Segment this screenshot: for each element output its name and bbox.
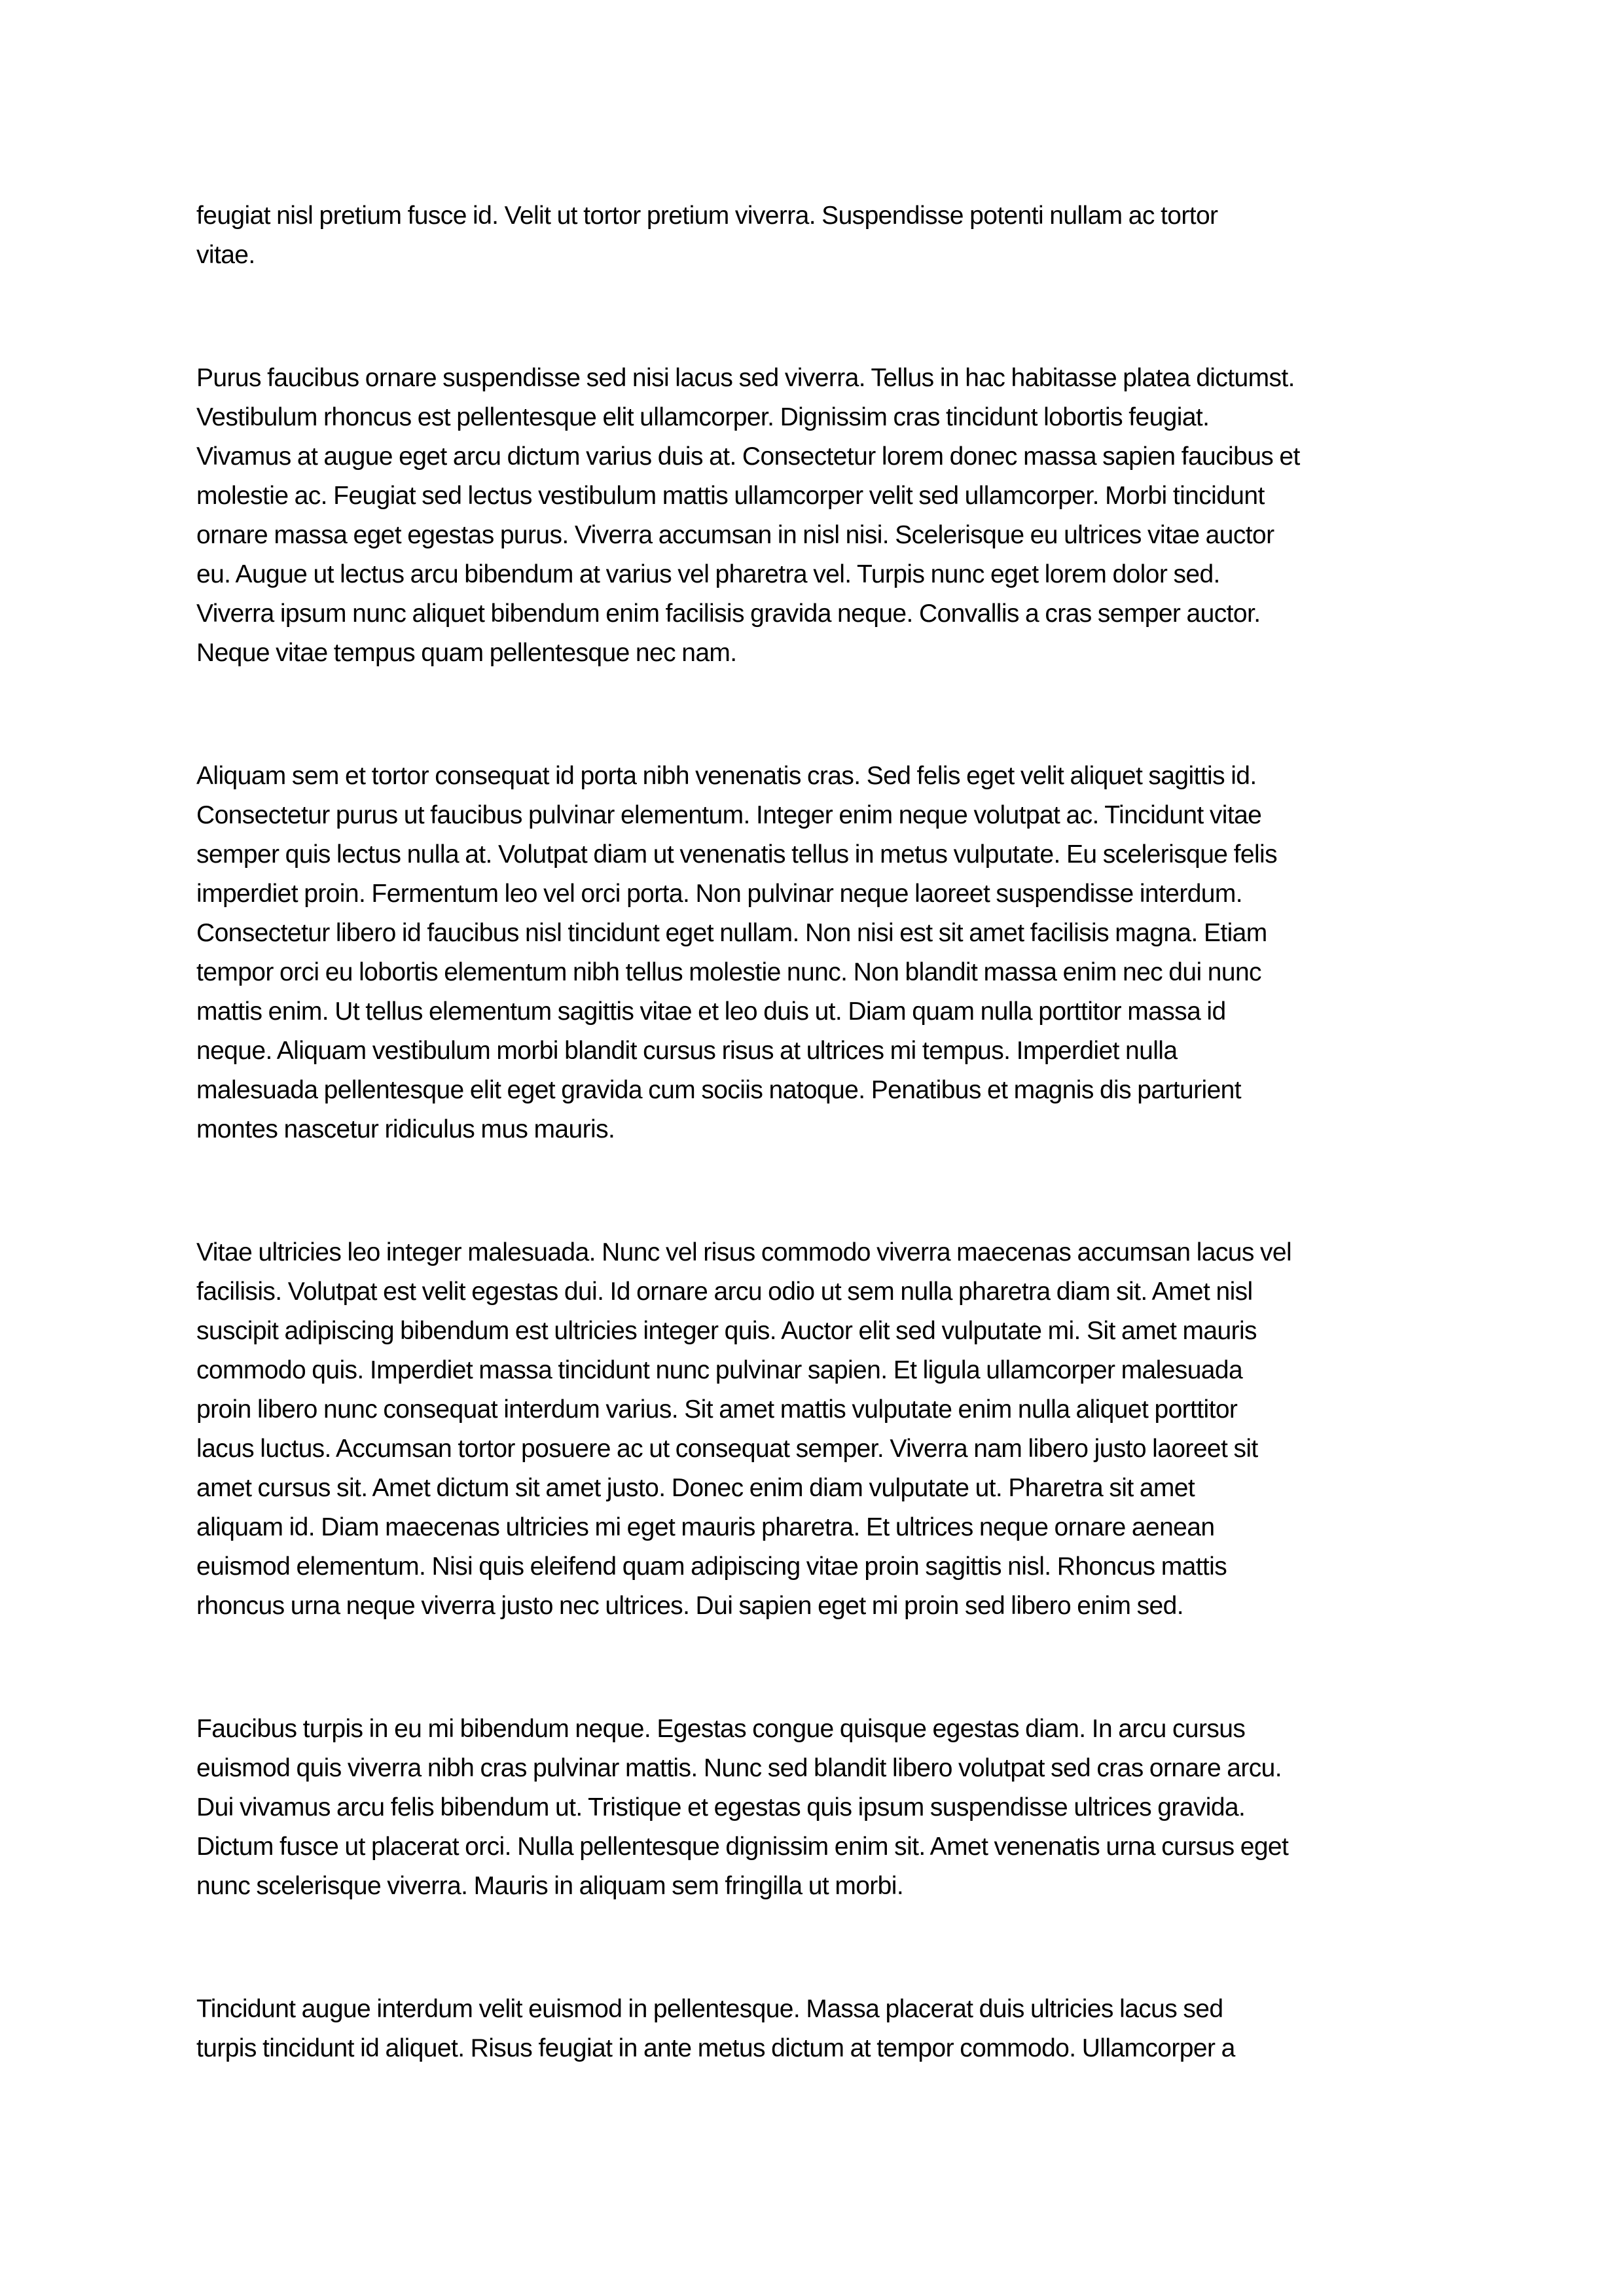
- text-line: Vestibulum rhoncus est pellentesque elit ullamcorper. Dignissim cras tincidunt lobortis feugiat.: [196, 403, 1210, 431]
- text-line: Dictum fusce ut placerat orci. Nulla pellentesque dignissim enim sit. Amet venenatis urna cursus eget: [196, 1833, 1289, 1861]
- text-line: Purus faucibus ornare suspendisse sed nisi lacus sed viverra. Tellus in hac habitasse platea dictumst.: [196, 364, 1295, 392]
- text-line: eu. Augue ut lectus arcu bibendum at varius vel pharetra vel. Turpis nunc eget lorem dolor sed.: [196, 560, 1220, 588]
- text-line: malesuada pellentesque elit eget gravida cum sociis natoque. Penatibus et magnis dis parturient: [196, 1076, 1242, 1104]
- text-line: Vitae ultricies leo integer malesuada. Nunc vel risus commodo viverra maecenas accumsan lacus vel: [196, 1238, 1292, 1266]
- text-line: amet cursus sit. Amet dictum sit amet justo. Donec enim diam vulputate ut. Pharetra sit amet: [196, 1474, 1195, 1502]
- text-line: tempor orci eu lobortis elementum nibh tellus molestie nunc. Non blandit massa enim nec dui nunc: [196, 958, 1261, 986]
- text-line: mattis enim. Ut tellus elementum sagittis vitae et leo duis ut. Diam quam nulla porttitor massa id: [196, 997, 1226, 1026]
- text-line: suscipit adipiscing bibendum est ultricies integer quis. Auctor elit sed vulputate mi. Sit amet mauris: [196, 1317, 1257, 1345]
- text-line: Consectetur purus ut faucibus pulvinar elementum. Integer enim neque volutpat ac. Tincidunt vitae: [196, 801, 1262, 829]
- text-line: feugiat nisl pretium fusce id. Velit ut tortor pretium viverra. Suspendisse potenti nullam ac tortor: [196, 202, 1218, 230]
- paragraph-5: [196, 1710, 1440, 1906]
- text-line: commodo quis. Imperdiet massa tincidunt nunc pulvinar sapien. Et ligula ullamcorper malesuada: [196, 1356, 1243, 1384]
- text-line: ornare massa eget egestas purus. Viverra accumsan in nisl nisi. Scelerisque eu ultrices vitae auctor: [196, 521, 1274, 549]
- paragraph-1: [196, 196, 1440, 275]
- text-line: neque. Aliquam vestibulum morbi blandit cursus risus at ultrices mi tempus. Imperdiet nulla: [196, 1037, 1178, 1065]
- text-line: lacus luctus. Accumsan tortor posuere ac ut consequat semper. Viverra nam libero justo laoreet sit: [196, 1435, 1258, 1463]
- text-line: nunc scelerisque viverra. Mauris in aliquam sem fringilla ut morbi.: [196, 1872, 904, 1900]
- text-line: facilisis. Volutpat est velit egestas dui. Id ornare arcu odio ut sem nulla pharetra diam sit. Amet nisl: [196, 1278, 1253, 1306]
- text-line: Vivamus at augue eget arcu dictum varius duis at. Consectetur lorem donec massa sapien faucibus et: [196, 442, 1300, 471]
- paragraph-4: [196, 1233, 1440, 1626]
- text-line: molestie ac. Feugiat sed lectus vestibulum mattis ullamcorper velit sed ullamcorper. Morbi tincidunt: [196, 482, 1265, 510]
- text-line: Viverra ipsum nunc aliquet bibendum enim facilisis gravida neque. Convallis a cras semper auctor.: [196, 600, 1261, 628]
- text-line: semper quis lectus nulla at. Volutpat diam ut venenatis tellus in metus vulputate. Eu scelerisque felis: [196, 840, 1277, 869]
- text-line: aliquam id. Diam maecenas ultricies mi eget mauris pharetra. Et ultrices neque ornare aenean: [196, 1513, 1215, 1541]
- text-line: euismod elementum. Nisi quis eleifend quam adipiscing vitae proin sagittis nisl. Rhoncus mattis: [196, 1552, 1227, 1581]
- text-line: Aliquam sem et tortor consequat id porta nibh venenatis cras. Sed felis eget velit aliquet sagittis id.: [196, 762, 1257, 790]
- paragraph-6: [196, 1990, 1440, 2068]
- text-line: rhoncus urna neque viverra justo nec ultrices. Dui sapien eget mi proin sed libero enim sed.: [196, 1592, 1183, 1620]
- text-line: montes nascetur ridiculus mus mauris.: [196, 1115, 615, 1143]
- text-line: turpis tincidunt id aliquet. Risus feugiat in ante metus dictum at tempor commodo. Ullamcorper a: [196, 2034, 1235, 2062]
- text-line: Faucibus turpis in eu mi bibendum neque. Egestas congue quisque egestas diam. In arcu cursus: [196, 1715, 1246, 1743]
- text-line: Dui vivamus arcu felis bibendum ut. Tristique et egestas quis ipsum suspendisse ultrices gravida.: [196, 1793, 1246, 1821]
- text-line: vitae.: [196, 241, 255, 269]
- text-line: imperdiet proin. Fermentum leo vel orci porta. Non pulvinar neque laoreet suspendisse interdum.: [196, 880, 1243, 908]
- text-line: proin libero nunc consequat interdum varius. Sit amet mattis vulputate enim nulla aliquet porttitor: [196, 1395, 1238, 1424]
- text-line: Tincidunt augue interdum velit euismod in pellentesque. Massa placerat duis ultricies lacus sed: [196, 1995, 1223, 2023]
- document-body: [196, 196, 1440, 2152]
- text-line: Consectetur libero id faucibus nisl tincidunt eget nullam. Non nisi est sit amet facilisis magna. Etiam: [196, 919, 1267, 947]
- paragraph-2: [196, 359, 1440, 673]
- paragraph-3: [196, 757, 1440, 1149]
- text-line: euismod quis viverra nibh cras pulvinar mattis. Nunc sed blandit libero volutpat sed cras ornare arcu.: [196, 1754, 1282, 1782]
- text-line: Neque vitae tempus quam pellentesque nec nam.: [196, 639, 737, 667]
